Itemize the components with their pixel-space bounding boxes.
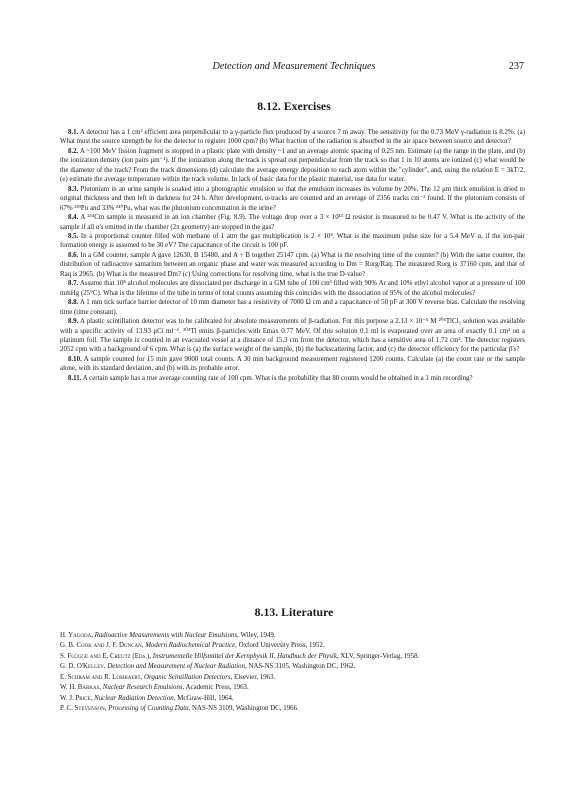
literature-title: Detection and Measurement of Nuclear Radiation, [107, 663, 247, 671]
exercise-text: Assume that 10⁸ alcohol molecules are dissociated per discharge in a GM tube of 100 cm³ filled with 90% Ar and 10% ethyl alcohol vapor at a pressure of 100 mmHg (25°C). What is the lifetime of the tube in terms of total counts assuming this coincides with the dissociation of 95% of the alcohol molecules? [60, 280, 525, 297]
exercise-item [60, 185, 525, 213]
literature-title: Nuclear Research Emulsions, [102, 684, 185, 692]
exercise-number: 8.2. [68, 147, 79, 155]
exercise-number: 8.4. [68, 214, 79, 222]
exercise-number: 8.1. [68, 129, 79, 136]
literature-publisher: Oxford University Press, 1952. [236, 642, 325, 650]
literature-title: Organic Scintillation Detectors, [143, 673, 233, 681]
exercise-item [60, 374, 525, 383]
exercise-item [60, 128, 525, 147]
exercise-item [60, 232, 525, 251]
exercises-list [60, 128, 525, 383]
literature-publisher: Academic Press, 1963. [184, 684, 249, 692]
literature-authors: E. Schram and R. Lombaert, [60, 673, 143, 681]
exercise-number: 8.10. [68, 355, 82, 363]
literature-publisher: Wiley, 1949. [238, 632, 276, 639]
exercise-text: A plastic scintillation detector was to be calibrated for absolute measurements of β-radiation. For this purpose a 2.13 × 10⁻⁵ M ²⁰⁴TlCl₃ solution was available with a specific activity of 13.93 μCi ml⁻¹. ²⁰⁴Tl emits β-particles with Emax 0.77 MeV. Of this solution 0.1 ml is evaporated over an area of exactly 0.1 cm² on a platinum foil. The sample is counted in an evacuated vessel at a distance of 15.3 cm from the detector, which has a sensitive area of 1.72 cm². The detector registers 2052 cpm with a background of 6 cpm. What is (a) the surface weight of the sample, (b) the backscattering factor, and (c) the detector efficiency for the particular β's? [60, 318, 525, 354]
exercise-number: 8.3. [68, 185, 79, 193]
literature-entry [60, 683, 525, 693]
literature-entry [60, 694, 525, 704]
exercise-item [60, 251, 525, 279]
literature-title: Processing of Counting Data, [108, 705, 191, 713]
literature-entry [60, 652, 525, 662]
literature-heading: 8.13. Literature [254, 605, 334, 619]
literature-authors: W. J. Price, [60, 694, 93, 702]
literature-publisher: Elsevier, 1963. [232, 673, 276, 681]
exercises-heading: 8.12. Exercises [257, 99, 331, 113]
literature-authors: G. B. Cook and J. F. Duncan, [60, 642, 144, 650]
exercise-item [60, 317, 525, 355]
literature-authors: P. C. Stevenson, [60, 705, 107, 713]
exercise-text: A certain sample has a true average counting rate of 100 cpm. What is the probability that 80 counts would be obtained in a 1 min recording? [82, 374, 473, 382]
literature-entry [60, 641, 525, 651]
page-number: 237 [508, 61, 524, 72]
literature-title: Nuclear Radiation Detection, [94, 694, 176, 702]
exercise-text: A ²⁴⁴Cm sample is measured in an ion chamber (Fig. 8.9). The voltage drop over a 3 × 10¹³ Ω resistor is measured to be 0.47 V. What is the activity of the sample if all α's emitted in the chamber (2π geometry) are stopped in the gas? [60, 214, 525, 231]
literature-authors: H. Yagoda, [60, 632, 93, 639]
exercise-text: Plutonium in an urine sample is soaked into a photographic emulsion so that the emulsion increases its volume by 20%. The 12 μm thick emulsion is dried to original thickness and then left in darkness for 24 h. After development, α-tracks are counted and an average of 2356 tracks cm⁻² found. If the plutonium consists of 67% ²³⁹Pu and 33% ²⁴⁰Pu, what was the plutonium concentration in the urine? [60, 185, 525, 212]
exercise-number: 8.8. [68, 299, 79, 307]
exercise-item [60, 147, 525, 185]
exercise-text: In a proportional counter filled with methane of 1 atm the gas multiplication is 2 × 10⁴. What is the maximum pulse size for a 5.4 MeV α, if the ion-pair formation energy is assumed to be 30 eV? The capacitance of the circuit is 100 pF. [60, 232, 525, 250]
literature-publisher: NAS-NS 3109, Washington DC, 1966. [190, 705, 299, 713]
literature-authors: S. Flügge and E. Creutz (Eds.), [60, 652, 152, 660]
literature-entry [60, 631, 525, 641]
exercise-text: A sample counted for 15 min gave 9000 total counts. A 30 min background measurement registered 1200 counts. Calculate (a) the count rate or the sample alone, with its standard deviation, and (b) with its probable error. [60, 355, 525, 373]
page-header [60, 61, 528, 73]
exercise-number: 8.5. [68, 232, 79, 240]
exercise-number: 8.9. [68, 318, 79, 326]
literature-title: Radioactive Measurements with Nuclear Emulsions, [94, 632, 239, 639]
literature-publisher: XLV, Springer-Verlag, 1958. [338, 652, 420, 660]
exercise-number: 8.11. [68, 374, 82, 382]
exercise-text: A ~100 MeV fission fragment is stopped in a plastic plate with density ~1 and an average atomic spacing of 0.25 nm. Estimate (a) the range in the plate, and (b) the ionization density (ion pairs μm⁻¹). If the ionization along the track is spread out perpendicular from the track so that 1 in 10 atoms are ionized (c) what would be the diameter of the track? From the track dimensions (d) calculate the average energy deposition to each atom within the "cylinder", and, using the relation E = 3kT/2, (e) estimate the average temperature within the track volume. In lack of basic data for the plastic material, use data for water. [60, 147, 525, 184]
exercise-item [60, 298, 525, 317]
exercise-item [60, 279, 525, 298]
running-title: Detection and Measurement Techniques [212, 61, 376, 72]
literature-publisher: McGraw-Hill, 1964. [175, 694, 234, 702]
exercise-text: A detector has a 1 cm² efficient area perpendicular to a γ-particle flux produced by a source 7 m away. The sensitivity for the 0.73 MeV γ-radiation is 8.2%. (a) What must the source strength be for the detector to register 1000 cpm? (b) What fraction of the radiation is absorbed in the air space between source and detector? [60, 129, 525, 146]
exercise-item [60, 213, 525, 232]
literature-title: Modern Radiochemical Practice, [145, 642, 237, 650]
literature-title: Instrumentelle Hilfsmittel der Kernphysik II. Handbuch der Physik, [152, 652, 339, 660]
exercise-text: A 1 mm tick surface barrier detector of 10 mm diameter has a resistivity of 7000 Ω cm and a capacitance of 50 pF at 300 V reverse bias. Calculate the resolving time (time constant). [60, 299, 525, 316]
exercise-item [60, 355, 525, 374]
literature-entry [60, 673, 525, 683]
literature-entry [60, 662, 525, 672]
literature-entry [60, 704, 525, 714]
exercise-number: 8.6. [68, 251, 79, 259]
exercise-text: In a GM counter, sample A gave 12630, B 15480, and A + B together 25147 cpm. (a) What is the resolving time of the counter? (b) With the same counter, the distribution of radioactive samarium between an organic phase and water was measured according to Dm = Rorg/Raq. The measured Rorg is 37160 cpm, and that of Raq is 2965. (b) What is the measured Dm? (c) Using corrections for resolving time, what is the true D-value? [60, 251, 525, 278]
literature-list [60, 631, 525, 715]
literature-authors: G. D. O'Kelley, [60, 663, 106, 671]
exercise-number: 8.7. [68, 280, 79, 288]
literature-publisher: NAS-NS 3105, Washington DC, 1962. [246, 663, 356, 671]
literature-authors: W. H. Barkas, [60, 684, 102, 692]
